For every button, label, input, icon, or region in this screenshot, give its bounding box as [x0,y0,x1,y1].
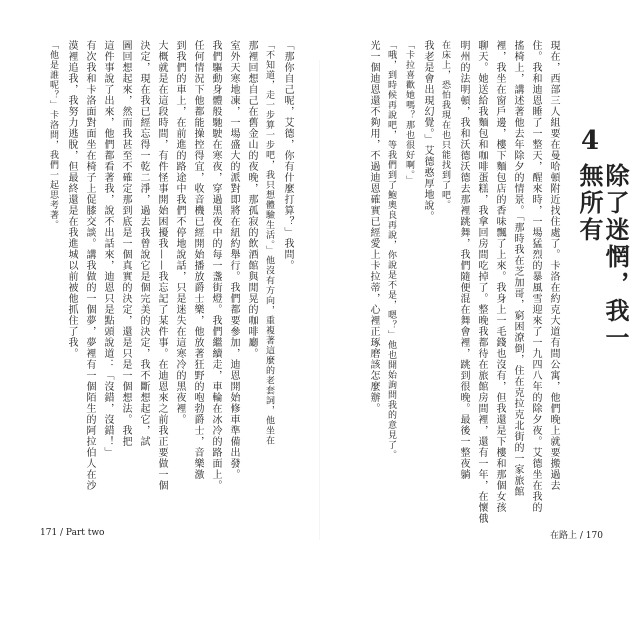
chapter-number: 4 [580,126,600,156]
text-column: 漠裡追我，我努力逃脫，但最終還是在我進城以前被他抓住了我。 [66,40,77,359]
page-gutter [319,60,320,540]
text-column: 現在，西部三人組要在曼哈頓附近找住處了。卡洛在約克大道有間公寓，他們晚上就要搬過去 [548,40,559,491]
text-column: 光一個迪恩還不夠用，不過迪恩確實已經愛上卡拉蒂，心裡正琢磨該怎麼辦。 [368,40,379,414]
text-column: 我們驅動身體般馳駛在寒夜，穿過黑夜中的每一盞街燈。我們繼續走，車輪在冰冷的路面上。 [210,40,221,491]
left-page [10,40,310,600]
text-column: 到我們的車上，在前進的路途中我們不停地說話，只是迷失在這寒冷的黑夜裡。 [174,40,185,425]
text-column: 明州的法明頓，我和沃德沃德去那裡跳舞，我們隨便混在舞會裡，跳到很晚。最後一整夜躺 [458,40,469,480]
text-column: 那裡回想自己在舊金山的夜晚，那孤寂的飲酒館與閒晃的咖啡廳。 [246,40,257,359]
right-page [330,40,630,600]
text-column: 裡，我坐在窗戶邊，樓下麵包店的香味飄了上來。我身上一毛錢也沒有，但我還是下樓和那個女孩 [494,40,505,513]
text-column: 搖椅上，講述著他去年除夕的情景。「那時我在芝加哥，窮困潦倒，住在克拉克北街的一家旅館 [512,40,523,497]
text-column: 有次我和卡洛面對面坐在椅子上促膝交談。講我做的一個夢，夢裡有一個陌生的阿拉伯人在沙 [84,40,95,491]
text-column: 室外天寒地凍，一場盛大的派對即將在紐約舉行。我們都要參加，迪恩開始修車準備出發。 [228,40,239,480]
text-column: 我老是會出現幻覺。」艾德憨厚地說。 [422,40,433,222]
text-column: 圖回想起來，然而我甚至不確定那到底是一個真實的決定，還是只是一個想法。我把 [120,40,131,447]
text-column: 大概就是在這段時間，有件怪事開始困擾我——我忘記了某件事。在迪恩來之前我正要做一個 [156,40,167,491]
text-column: 「卡拉喜歡她嗎？那也很好啊。」 [404,40,414,186]
page-number-left: 171 / Part two [40,528,105,538]
text-column: 「那你自己呢，艾德，你有什麼打算？」我問。 [282,40,293,271]
text-column: 這件事說了出來，他們都看著我，說不出話來，迪恩只是點頭說道：「沒錯，沒錯！」 [102,40,113,458]
chapter-title: 除了迷惘，我一無所有 [575,163,630,352]
text-column: 聊天。她送給我麵包和咖啡蛋糕，我拿回房間吃掉了。整晚我都待在旅館房間裡，還有一年，在懷俄 [476,40,487,524]
text-column: 「他是誰呢？」卡洛問，我們一起思考著。 [48,40,58,230]
page-number-right: 在路上 / 170 [550,531,603,541]
text-column: 「哦，到時候再說吧，等我們到了鮑奧良再說，你說是不是，嗯？」他也開始詢問我的意見了。 [386,40,396,460]
text-column: 在床上，恐怕我現在也只能找到了吧。 [440,40,450,210]
text-column: 任何情況下他都能操控得宜，收音機已經開始播放爵士樂，他放著狂野的咆勃爵士，音樂激 [192,40,203,480]
text-column: 「不知道，走一步算一步吧，我只想體驗生活。」他沒有方向，重複著這麼的老套詞，他坐在 [264,40,274,446]
text-column: 住。我和迪恩睡了一整天，醒來時，一場猛烈的暴風雪迎來了一九四八年的除夕夜。艾德坐在我的 [530,40,541,513]
text-column: 決定，現在我已經忘得一乾二淨，過去我曾說它是個完美的決定，我不斷想起它，試 [138,40,149,447]
